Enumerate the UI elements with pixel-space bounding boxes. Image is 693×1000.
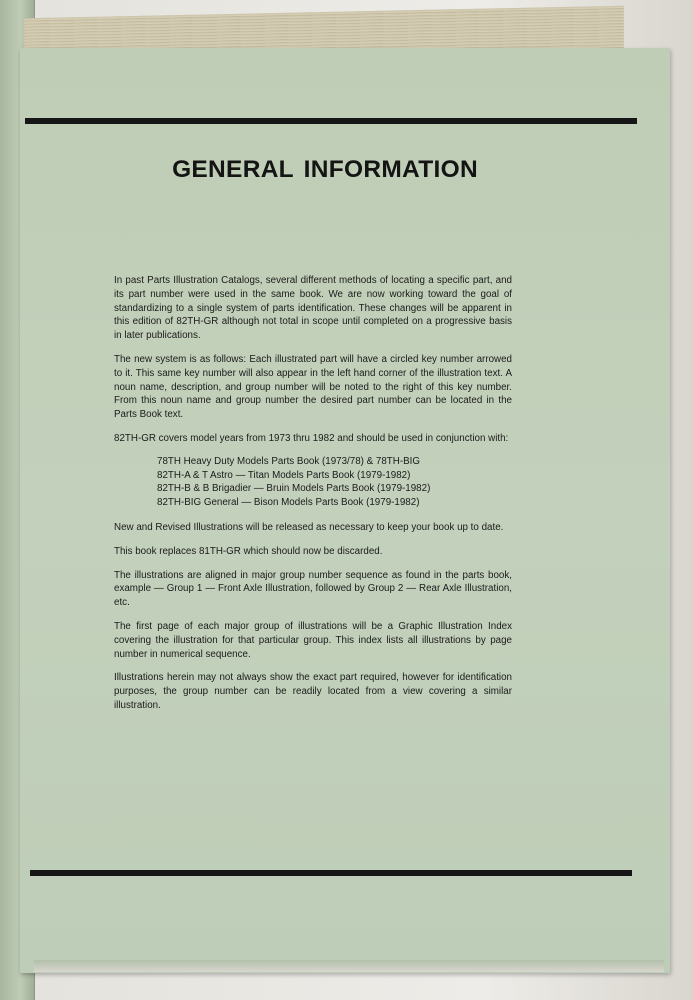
book-list	[114, 455, 512, 510]
body-text	[114, 274, 512, 723]
paragraph-new-system: The new system is as follows: Each illustrated part will have a circled key number arrowed to it. This same key number will also appear in the left hand corner of the illustration text. A noun name, description, and group number will be noted to the right of this key number. From this noun name and group number the desired part number can be located in the Parts Book text.	[114, 353, 512, 421]
book-list-item: 82TH-B & B Brigadier — Bruin Models Parts Book (1979-1982)	[157, 483, 431, 495]
book-list-item: 82TH-A & T Astro — Titan Models Parts Book (1979-1982)	[157, 469, 411, 481]
page-bottom-edge	[34, 960, 664, 972]
document-page	[20, 48, 670, 973]
book-list-item: 82TH-BIG General — Bison Models Parts Book (1979-1982)	[157, 497, 420, 509]
paragraph-index: The first page of each major group of illustrations will be a Graphic Illustration Index covering the illustration for that particular group. This index lists all illustrations by page number in numerical sequence.	[114, 620, 512, 660]
paragraph-intro: In past Parts Illustration Catalogs, several different methods of locating a specific part, and its part number were used in the same book. We are now working toward the goal of standardizing to a single system of parts identification. These changes will be apparent in this edition of 82TH-GR although not total in scope until completed on a progressive basis in later publications.	[114, 275, 512, 342]
bottom-rule	[30, 870, 632, 876]
paragraph-coverage: 82TH-GR covers model years from 1973 thru 1982 and should be used in conjunction with:	[114, 432, 509, 444]
paragraph-identification: Illustrations herein may not always show the exact part required, however for identification purposes, the group number can be readily located from a view covering a similar illustration.	[114, 672, 512, 711]
paragraph-alignment: The illustrations are aligned in major group number sequence as found in the parts book, example — Group 1 — Front Axle Illustration, followed by Group 2 — Rear Axle Illustration, etc.	[114, 569, 512, 609]
top-rule	[25, 118, 637, 124]
paragraph-replaces: This book replaces 81TH-GR which should now be discarded.	[114, 545, 383, 557]
book-list-item: 78TH Heavy Duty Models Parts Book (1973/78) & 78TH-BIG	[157, 455, 420, 467]
page-title: GENERAL INFORMATION	[172, 156, 478, 183]
paragraph-revisions: New and Revised Illustrations will be released as necessary to keep your book up to date.	[114, 521, 504, 533]
